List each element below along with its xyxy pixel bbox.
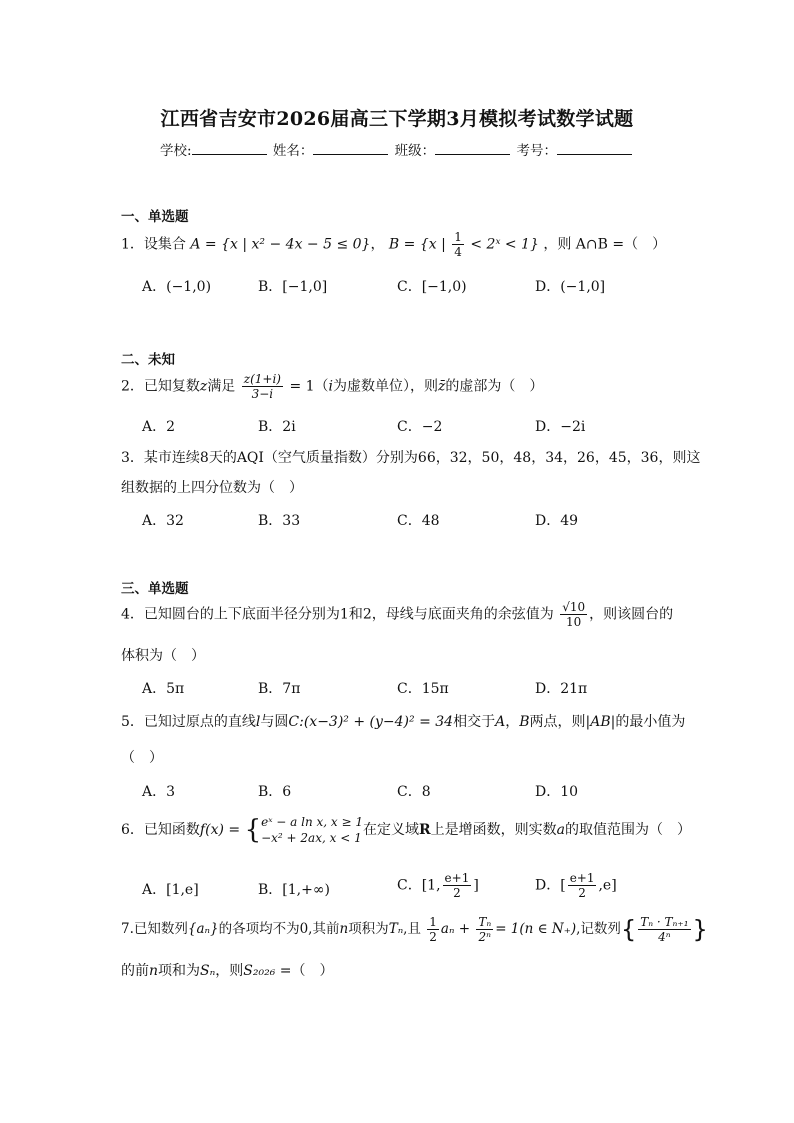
q1-sep: ， bbox=[370, 236, 385, 253]
q5-text-f: 的最小值为 bbox=[615, 714, 686, 730]
q5-text-c: 相交于 bbox=[453, 714, 496, 730]
q7-s2026: S₂₀₂₆ = bbox=[243, 963, 292, 979]
q2-zbar: z̄ bbox=[438, 378, 446, 395]
q7-l2-n: n bbox=[149, 963, 159, 979]
q6-end: 的取值范围为（ ） bbox=[565, 822, 691, 838]
q2-end: 的虚部为（ ） bbox=[445, 378, 544, 395]
q4-option-c[interactable]: C．15π bbox=[397, 681, 449, 697]
q2-option-b[interactable]: B．2i bbox=[258, 419, 296, 435]
question-3-line-1: 3．某市连续8天的AQI（空气质量指数）分别为66，32，50，48，34，26，45，36，则这 bbox=[121, 450, 701, 466]
name-blank[interactable] bbox=[313, 142, 388, 155]
q6-case-1: eˣ − a ln x, x ≥ 1 bbox=[261, 815, 363, 829]
q4-option-a[interactable]: A．5π bbox=[142, 681, 185, 697]
q5-point-a: A bbox=[495, 714, 506, 730]
q6-d-post: ,e] bbox=[598, 877, 617, 894]
q5-option-b[interactable]: B．6 bbox=[258, 784, 292, 800]
q2-tail: 为虚数单位），则 bbox=[333, 378, 439, 395]
q1-set-b-pre: B = {x | bbox=[388, 236, 446, 253]
q1-fraction: $\frac{1}{4}$ bbox=[454, 230, 462, 259]
q6-option-a[interactable]: A．[1,e] bbox=[142, 882, 199, 898]
q7-l2-a: 的前 bbox=[121, 963, 149, 979]
q1-option-c[interactable]: C．[−1,0) bbox=[397, 279, 467, 295]
q2-eq: = 1（ bbox=[289, 378, 329, 395]
q6-c-fraction: $\frac{e+1}{2}$ bbox=[444, 871, 470, 900]
q5-text-a: 5．已知过原点的直线 bbox=[121, 714, 256, 730]
q1-tail: ，则 A∩B =（ ） bbox=[543, 236, 667, 253]
page-title: 江西省吉安市2026届高三下学期3月模拟考试数学试题 bbox=[160, 108, 634, 130]
question-1 bbox=[121, 230, 666, 259]
q7-m6: ,记数列 bbox=[576, 921, 621, 937]
q3-option-d[interactable]: D．49 bbox=[535, 513, 579, 529]
q5-option-c[interactable]: C．8 bbox=[397, 784, 431, 800]
q2-i: i bbox=[328, 378, 334, 395]
question-7-line-2 bbox=[121, 960, 334, 980]
q1-set-b-post: < 2ˣ < 1} bbox=[470, 236, 539, 253]
q6-c-post: ] bbox=[473, 877, 479, 894]
class-blank[interactable] bbox=[435, 142, 510, 155]
q1-set-a: A = {x | x² − 4x − 5 ≤ 0} bbox=[190, 236, 371, 253]
q5-text-e: 两点，则 bbox=[529, 714, 586, 730]
school-label: 学校: bbox=[160, 143, 192, 159]
q1-option-a[interactable]: A．(−1,0) bbox=[142, 279, 212, 295]
q7-sn: Sₙ bbox=[200, 963, 216, 979]
q2-fraction: $\frac{z(1+i)}{3-i}$ bbox=[243, 372, 281, 401]
question-6 bbox=[121, 814, 691, 846]
q6-r: R bbox=[419, 822, 431, 838]
q6-mid: 在定义域 bbox=[363, 822, 419, 838]
q7-m2: 项积为 bbox=[348, 921, 389, 937]
q2-option-d[interactable]: D．−2i bbox=[535, 419, 586, 435]
q6-fx: f(x) = bbox=[199, 822, 241, 838]
question-7-line-1 bbox=[121, 915, 708, 944]
q6-d-fraction: $\frac{e+1}{2}$ bbox=[569, 871, 595, 900]
class-label: 班级： bbox=[394, 143, 436, 159]
question-5-line-1 bbox=[121, 711, 685, 731]
q5-point-b: B bbox=[519, 714, 530, 730]
q2-option-c[interactable]: C．−2 bbox=[397, 419, 443, 435]
q7-fraction-3: $\frac{\text{Tₙ · Tₙ₊₁}}{\text{4ⁿ}}$ bbox=[640, 915, 689, 944]
q5-option-a[interactable]: A．3 bbox=[142, 784, 176, 800]
q3-option-b[interactable]: B．33 bbox=[258, 513, 301, 529]
q4-option-d[interactable]: D．21π bbox=[535, 681, 588, 697]
q7-brace-open: { bbox=[620, 915, 637, 944]
q5-circle: C:(x−3)² + (y−4)² = 34 bbox=[288, 714, 454, 730]
q7-n: n bbox=[339, 921, 349, 937]
q5-option-d[interactable]: D．10 bbox=[535, 784, 579, 800]
q6-a: a bbox=[556, 822, 565, 838]
q6-option-d[interactable] bbox=[535, 871, 617, 900]
question-3-line-2: 组数据的上四分位数为（ ） bbox=[121, 480, 303, 496]
q4-fraction: $\frac{√10}{10}$ bbox=[562, 600, 586, 629]
q6-prefix: 6．已知函数 bbox=[121, 822, 200, 838]
student-info-line bbox=[0, 139, 794, 159]
q6-option-c[interactable] bbox=[397, 871, 479, 900]
q3-option-c[interactable]: C．48 bbox=[397, 513, 440, 529]
q7-m3: ,且 bbox=[403, 921, 421, 937]
q6-d-pre: D．[ bbox=[535, 877, 566, 894]
q7-m5: = 1(n ∈ N₊) bbox=[495, 921, 577, 937]
q5-text-b: 与圆 bbox=[260, 714, 289, 730]
number-label: 考号： bbox=[516, 143, 557, 159]
q1-option-d[interactable]: D．(−1,0] bbox=[535, 279, 606, 295]
q7-m1: 的各项均不为0,其前 bbox=[218, 921, 340, 937]
q3-option-a[interactable]: A．32 bbox=[142, 513, 184, 529]
q7-m4: aₙ + bbox=[440, 921, 471, 937]
question-2 bbox=[121, 372, 543, 401]
q6-c-pre: C．[1, bbox=[397, 877, 441, 894]
q6-piecewise bbox=[261, 814, 363, 846]
q7-fraction-2: $\frac{\text{Tₙ}}{\text{2ⁿ}}$ bbox=[478, 915, 492, 944]
question-4-line-1 bbox=[121, 600, 673, 629]
q1-option-b[interactable]: B．[−1,0] bbox=[258, 279, 328, 295]
q5-ab: |AB| bbox=[585, 714, 616, 730]
q2-mid: 满足 bbox=[207, 378, 236, 395]
name-label: 姓名： bbox=[272, 143, 314, 159]
q2-prefix: 2．已知复数 bbox=[121, 378, 200, 395]
q7-tn: Tₙ bbox=[388, 921, 404, 937]
q4-option-b[interactable]: B．7π bbox=[258, 681, 301, 697]
q7-l2-end: （ ） bbox=[291, 963, 334, 979]
q5-l: l bbox=[255, 714, 261, 730]
q7-l2-b: 项和为 bbox=[158, 963, 201, 979]
question-5-line-2: （ ） bbox=[121, 750, 163, 766]
q2-option-a[interactable]: A．2 bbox=[142, 419, 176, 435]
number-blank[interactable] bbox=[557, 142, 632, 155]
q7-an: {aₙ} bbox=[187, 921, 219, 937]
q7-fraction-1: $\frac{1}{2}$ bbox=[429, 915, 437, 944]
q6-case-2: −x² + 2ax, x < 1 bbox=[261, 831, 362, 845]
q4-text: 4．已知圆台的上下底面半径分别为1和2，母线与底面夹角的余弦值为 bbox=[121, 606, 554, 623]
q1-prefix: 1．设集合 bbox=[121, 236, 186, 253]
q6-option-b[interactable]: B．[1,+∞) bbox=[258, 882, 330, 898]
q6-brace: { bbox=[244, 815, 262, 845]
q2-z: z bbox=[199, 378, 208, 395]
school-blank[interactable] bbox=[192, 142, 267, 155]
q7-prefix: 7.已知数列 bbox=[121, 921, 188, 937]
q5-text-d: ， bbox=[505, 714, 520, 730]
section-heading-2: 二、未知 bbox=[121, 352, 175, 368]
section-heading-3: 三、单选题 bbox=[121, 581, 189, 597]
q7-l2-c: ，则 bbox=[215, 963, 244, 979]
section-heading-1: 一、单选题 bbox=[121, 209, 189, 225]
question-4-line-2: 体积为（ ） bbox=[121, 648, 205, 664]
q6-tail: 上是增函数，则实数 bbox=[430, 822, 557, 838]
q4-text-end: ，则该圆台的 bbox=[589, 606, 674, 623]
q7-brace-close: } bbox=[692, 915, 708, 944]
